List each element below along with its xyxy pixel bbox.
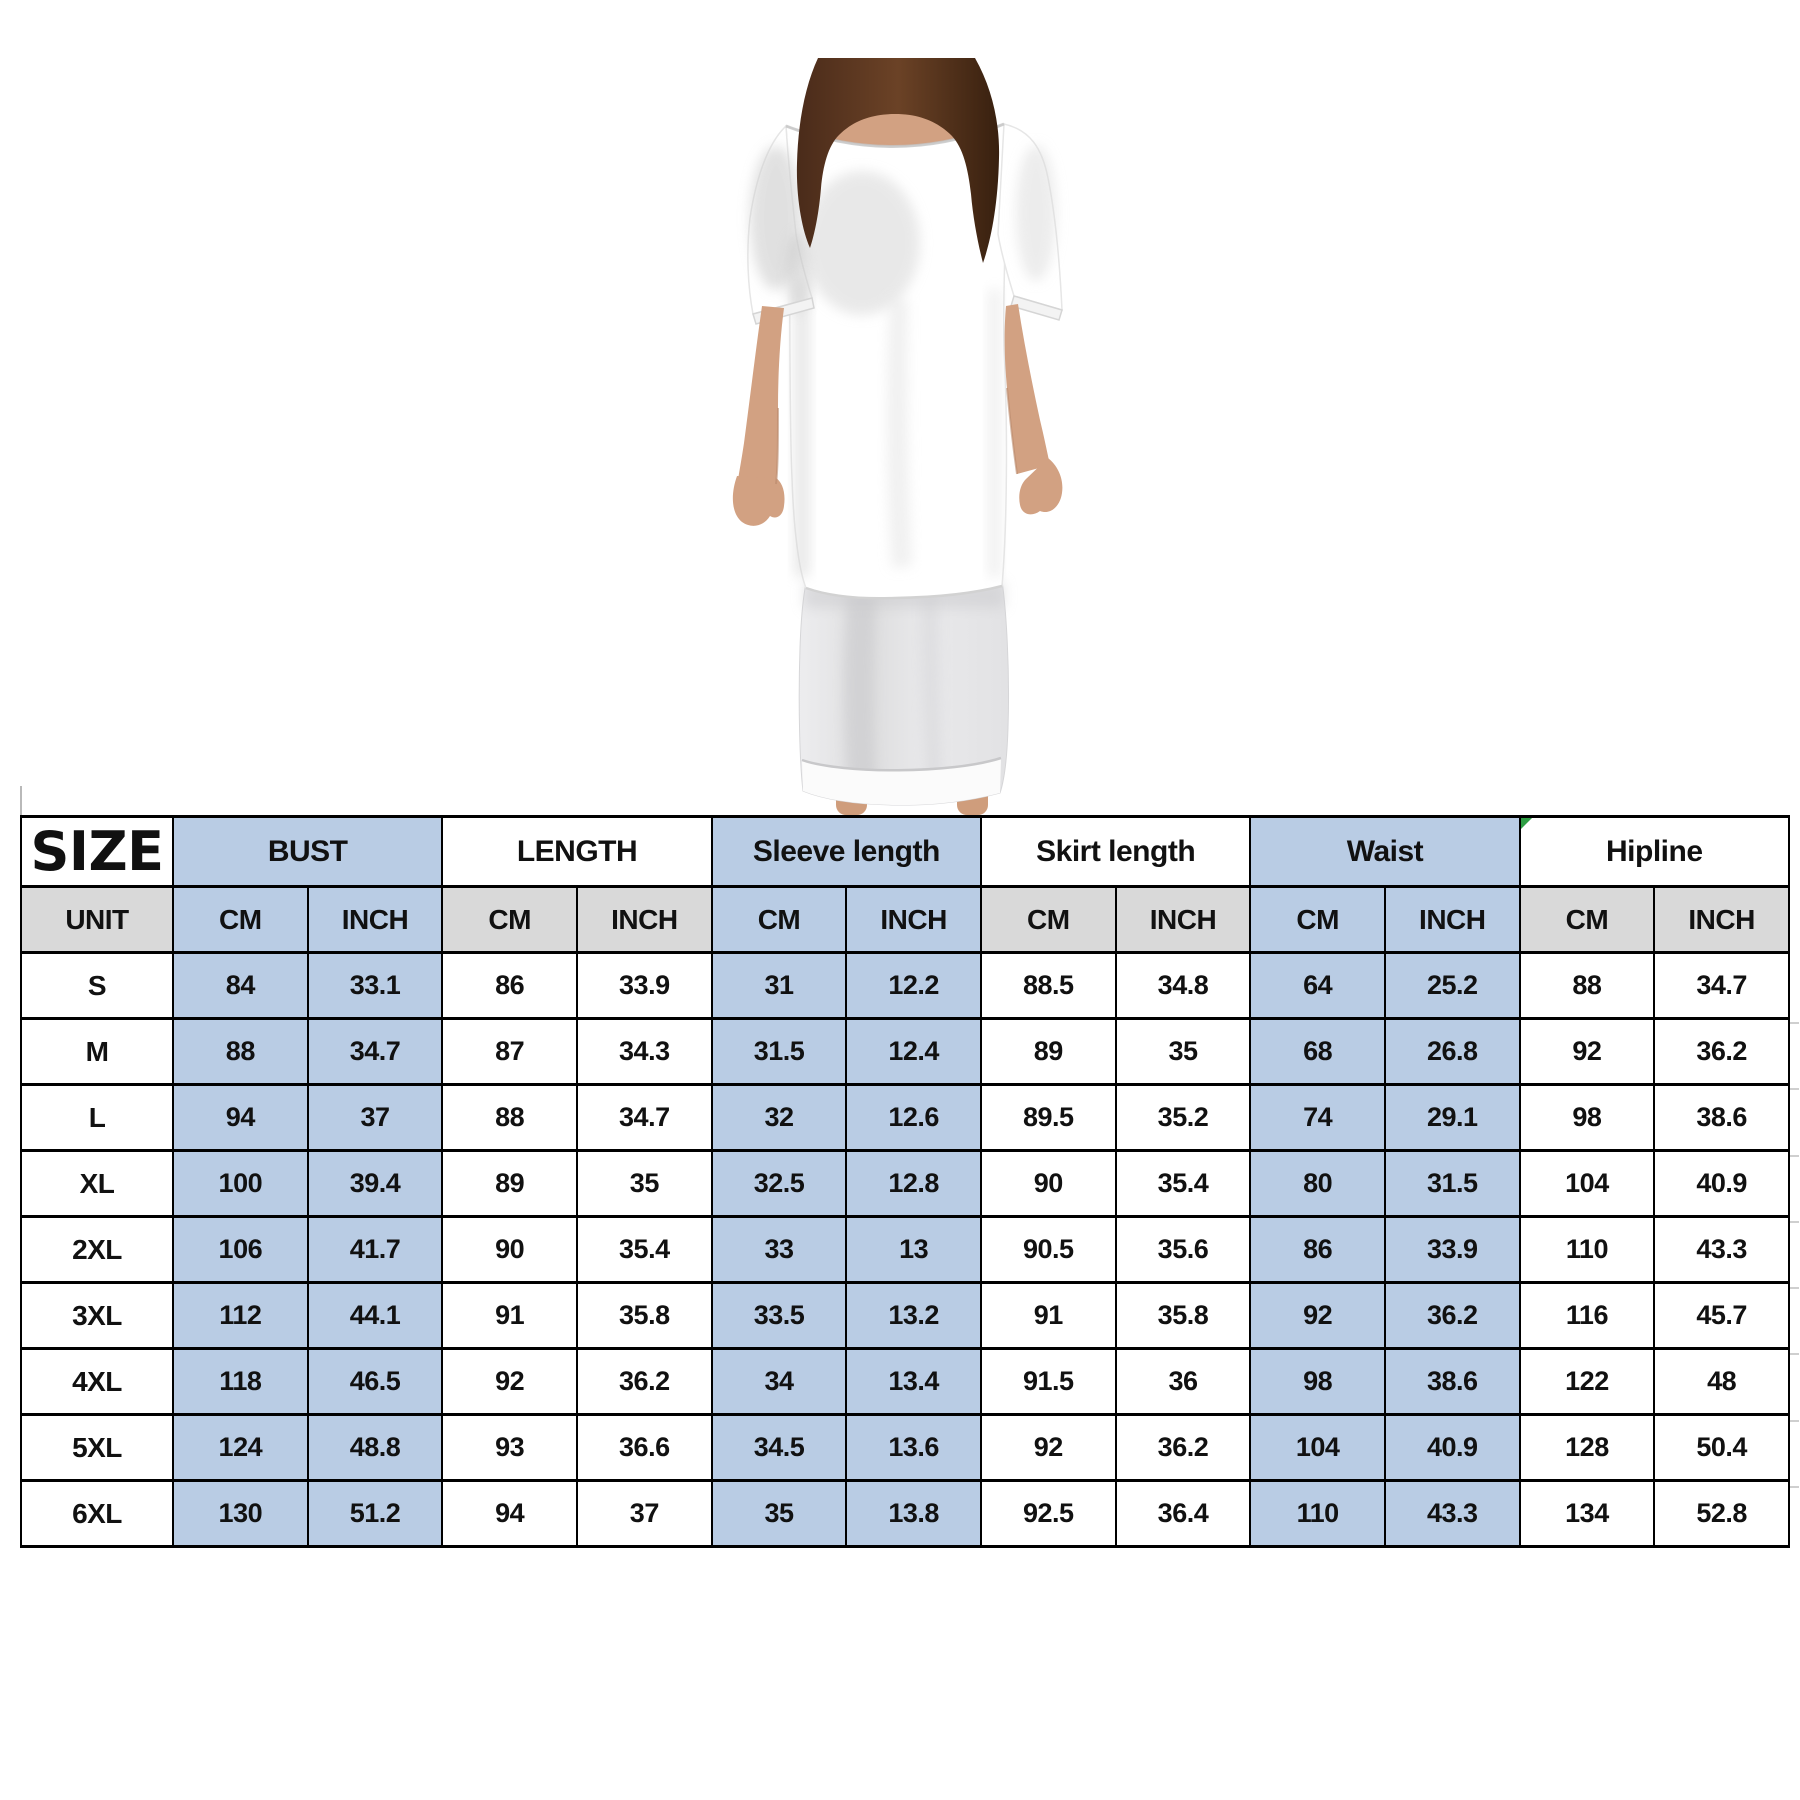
size-label-l: L <box>21 1085 173 1151</box>
value-cell: 46.5 <box>308 1349 443 1415</box>
size-label-5xl: 5XL <box>21 1415 173 1481</box>
value-cell: 12.4 <box>846 1019 981 1085</box>
value-cell: 35.8 <box>577 1283 712 1349</box>
value-cell: 35 <box>577 1151 712 1217</box>
unit-header-hipline-cm: CM <box>1520 887 1655 953</box>
value-cell: 34.7 <box>577 1085 712 1151</box>
value-cell: 89.5 <box>981 1085 1116 1151</box>
value-cell: 98 <box>1250 1349 1385 1415</box>
value-cell: 51.2 <box>308 1481 443 1547</box>
size-label-6xl: 6XL <box>21 1481 173 1547</box>
size-label-3xl: 3XL <box>21 1283 173 1349</box>
table-row-s <box>21 953 1789 1019</box>
value-cell: 40.9 <box>1385 1415 1520 1481</box>
value-cell: 88 <box>173 1019 308 1085</box>
value-cell: 13.8 <box>846 1481 981 1547</box>
value-cell: 12.8 <box>846 1151 981 1217</box>
value-cell: 38.6 <box>1654 1085 1789 1151</box>
value-cell: 98 <box>1520 1085 1655 1151</box>
value-cell: 90.5 <box>981 1217 1116 1283</box>
unit-header-bust-cm: CM <box>173 887 308 953</box>
value-cell: 40.9 <box>1654 1151 1789 1217</box>
value-cell: 38.6 <box>1385 1349 1520 1415</box>
value-cell: 44.1 <box>308 1283 443 1349</box>
value-cell: 29.1 <box>1385 1085 1520 1151</box>
value-cell: 94 <box>173 1085 308 1151</box>
value-cell: 112 <box>173 1283 308 1349</box>
value-cell: 31 <box>712 953 847 1019</box>
value-cell: 122 <box>1520 1349 1655 1415</box>
unit-corner-header: UNIT <box>21 887 173 953</box>
value-cell: 33.9 <box>577 953 712 1019</box>
value-cell: 100 <box>173 1151 308 1217</box>
value-cell: 13.2 <box>846 1283 981 1349</box>
green-corner-marker <box>1521 818 1532 829</box>
value-cell: 35.8 <box>1116 1283 1251 1349</box>
model-figure-graphic <box>590 48 1110 815</box>
value-cell: 35 <box>1116 1019 1251 1085</box>
size-corner-header: SIZE <box>21 817 173 887</box>
value-cell: 43.3 <box>1385 1481 1520 1547</box>
value-cell: 92 <box>1520 1019 1655 1085</box>
value-cell: 36.4 <box>1116 1481 1251 1547</box>
value-cell: 106 <box>173 1217 308 1283</box>
unit-header-row <box>21 887 1789 953</box>
unit-header-hipline-inch: INCH <box>1654 887 1789 953</box>
value-cell: 32 <box>712 1085 847 1151</box>
value-cell: 36.2 <box>1116 1415 1251 1481</box>
value-cell: 86 <box>1250 1217 1385 1283</box>
value-cell: 74 <box>1250 1085 1385 1151</box>
unit-header-sleeve-length-cm: CM <box>712 887 847 953</box>
value-cell: 31.5 <box>1385 1151 1520 1217</box>
value-cell: 88.5 <box>981 953 1116 1019</box>
value-cell: 35.4 <box>577 1217 712 1283</box>
right-arm-and-hand <box>1005 304 1063 514</box>
value-cell: 88 <box>442 1085 577 1151</box>
value-cell: 37 <box>577 1481 712 1547</box>
value-cell: 91 <box>442 1283 577 1349</box>
value-cell: 34 <box>712 1349 847 1415</box>
unit-header-sleeve-length-inch: INCH <box>846 887 981 953</box>
value-cell: 91 <box>981 1283 1116 1349</box>
group-header-hipline: Hipline <box>1520 817 1789 887</box>
value-cell: 92 <box>442 1349 577 1415</box>
value-cell: 134 <box>1520 1481 1655 1547</box>
value-cell: 33.5 <box>712 1283 847 1349</box>
table-row-3xl <box>21 1283 1789 1349</box>
value-cell: 45.7 <box>1654 1283 1789 1349</box>
unit-header-skirt-length-cm: CM <box>981 887 1116 953</box>
value-cell: 35.2 <box>1116 1085 1251 1151</box>
value-cell: 64 <box>1250 953 1385 1019</box>
value-cell: 35.4 <box>1116 1151 1251 1217</box>
value-cell: 87 <box>442 1019 577 1085</box>
skirt <box>799 581 1008 805</box>
unit-header-length-cm: CM <box>442 887 577 953</box>
value-cell: 34.3 <box>577 1019 712 1085</box>
value-cell: 26.8 <box>1385 1019 1520 1085</box>
unit-header-waist-cm: CM <box>1250 887 1385 953</box>
value-cell: 110 <box>1250 1481 1385 1547</box>
value-cell: 92 <box>981 1415 1116 1481</box>
value-cell: 92 <box>1250 1283 1385 1349</box>
value-cell: 124 <box>173 1415 308 1481</box>
size-chart-table <box>20 815 1790 1548</box>
value-cell: 34.7 <box>1654 953 1789 1019</box>
value-cell: 36.2 <box>1385 1283 1520 1349</box>
size-label-m: M <box>21 1019 173 1085</box>
value-cell: 104 <box>1520 1151 1655 1217</box>
value-cell: 118 <box>173 1349 308 1415</box>
value-cell: 25.2 <box>1385 953 1520 1019</box>
unit-header-bust-inch: INCH <box>308 887 443 953</box>
value-cell: 86 <box>442 953 577 1019</box>
table-row-6xl <box>21 1481 1789 1547</box>
product-photo <box>590 48 1110 815</box>
unit-header-skirt-length-inch: INCH <box>1116 887 1251 953</box>
table-row-2xl <box>21 1217 1789 1283</box>
group-header-length: LENGTH <box>442 817 711 887</box>
value-cell: 50.4 <box>1654 1415 1789 1481</box>
value-cell: 128 <box>1520 1415 1655 1481</box>
value-cell: 32.5 <box>712 1151 847 1217</box>
value-cell: 84 <box>173 953 308 1019</box>
group-header-sleeve-length: Sleeve length <box>712 817 981 887</box>
value-cell: 13.4 <box>846 1349 981 1415</box>
value-cell: 94 <box>442 1481 577 1547</box>
value-cell: 36.2 <box>577 1349 712 1415</box>
value-cell: 33.1 <box>308 953 443 1019</box>
value-cell: 12.2 <box>846 953 981 1019</box>
unit-header-length-inch: INCH <box>577 887 712 953</box>
table-row-l <box>21 1085 1789 1151</box>
value-cell: 130 <box>173 1481 308 1547</box>
value-cell: 33 <box>712 1217 847 1283</box>
group-header-row <box>21 817 1789 887</box>
group-header-skirt-length: Skirt length <box>981 817 1250 887</box>
group-header-bust: BUST <box>173 817 442 887</box>
value-cell: 91.5 <box>981 1349 1116 1415</box>
group-header-waist: Waist <box>1250 817 1519 887</box>
value-cell: 39.4 <box>308 1151 443 1217</box>
unit-header-waist-inch: INCH <box>1385 887 1520 953</box>
value-cell: 43.3 <box>1654 1217 1789 1283</box>
value-cell: 90 <box>981 1151 1116 1217</box>
value-cell: 35.6 <box>1116 1217 1251 1283</box>
table-row-4xl <box>21 1349 1789 1415</box>
value-cell: 93 <box>442 1415 577 1481</box>
value-cell: 31.5 <box>712 1019 847 1085</box>
table-row-xl <box>21 1151 1789 1217</box>
size-label-2xl: 2XL <box>21 1217 173 1283</box>
value-cell: 41.7 <box>308 1217 443 1283</box>
value-cell: 88 <box>1520 953 1655 1019</box>
left-arm-and-hand <box>733 306 785 526</box>
value-cell: 92.5 <box>981 1481 1116 1547</box>
size-label-xl: XL <box>21 1151 173 1217</box>
value-cell: 116 <box>1520 1283 1655 1349</box>
value-cell: 33.9 <box>1385 1217 1520 1283</box>
value-cell: 68 <box>1250 1019 1385 1085</box>
value-cell: 36 <box>1116 1349 1251 1415</box>
value-cell: 90 <box>442 1217 577 1283</box>
value-cell: 89 <box>442 1151 577 1217</box>
value-cell: 48 <box>1654 1349 1789 1415</box>
value-cell: 37 <box>308 1085 443 1151</box>
table-row-5xl <box>21 1415 1789 1481</box>
value-cell: 13 <box>846 1217 981 1283</box>
value-cell: 36.2 <box>1654 1019 1789 1085</box>
value-cell: 34.8 <box>1116 953 1251 1019</box>
value-cell: 80 <box>1250 1151 1385 1217</box>
stray-vertical-line <box>20 786 22 815</box>
value-cell: 12.6 <box>846 1085 981 1151</box>
value-cell: 36.6 <box>577 1415 712 1481</box>
size-label-s: S <box>21 953 173 1019</box>
value-cell: 104 <box>1250 1415 1385 1481</box>
value-cell: 48.8 <box>308 1415 443 1481</box>
value-cell: 35 <box>712 1481 847 1547</box>
value-cell: 52.8 <box>1654 1481 1789 1547</box>
value-cell: 110 <box>1520 1217 1655 1283</box>
size-label-4xl: 4XL <box>21 1349 173 1415</box>
value-cell: 13.6 <box>846 1415 981 1481</box>
value-cell: 34.5 <box>712 1415 847 1481</box>
value-cell: 34.7 <box>308 1019 443 1085</box>
table-row-m <box>21 1019 1789 1085</box>
value-cell: 89 <box>981 1019 1116 1085</box>
size-rows <box>21 953 1789 1547</box>
